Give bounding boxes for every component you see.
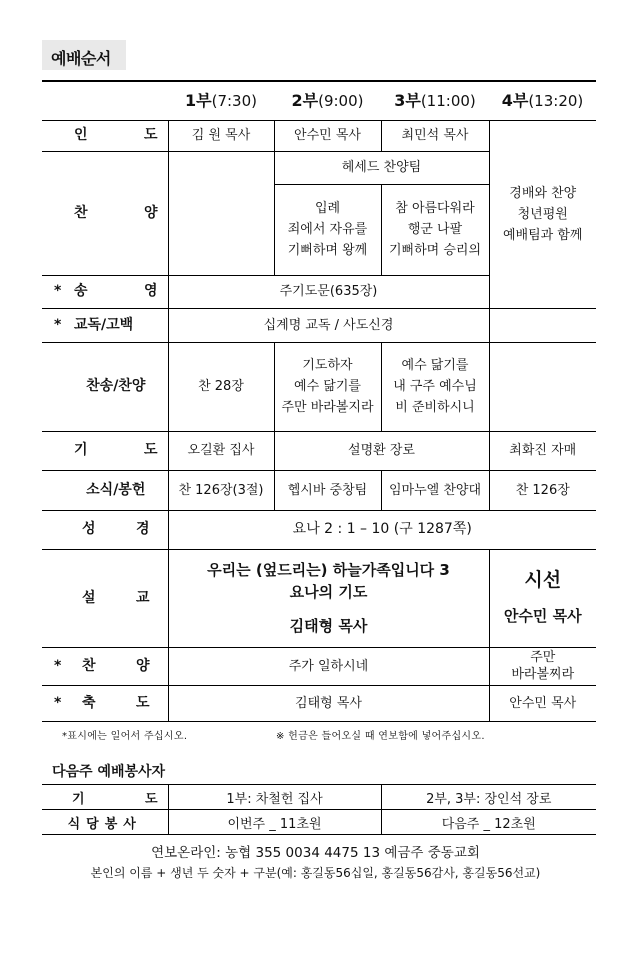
service-2-header: 2부(9:00): [274, 82, 381, 120]
next-prayer-a: 1부: 차철헌 집사: [168, 785, 381, 810]
service-1-header: 1부(7:30): [168, 82, 274, 120]
next-kitchen-a: 이번주 _ 11초원: [168, 810, 381, 835]
service-3-header: 3부(11:00): [381, 82, 489, 120]
sermon-title-line-1: 우리는 (엎드리는) 하늘가족입니다 3: [207, 561, 450, 579]
sermon-service-4: 시선 안수민 목사: [489, 549, 596, 647]
next-kitchen-label: 식당봉사: [42, 810, 168, 835]
praise-team: 헤세드 찬양팀: [274, 151, 489, 184]
offering-service-2: 헵시바 중창팀: [274, 470, 381, 510]
lead-service-3: 최민석 목사: [381, 120, 489, 151]
doxology-label: * 송 영: [42, 275, 168, 308]
prayer-label: 기 도: [42, 431, 168, 470]
creed-row: [42, 308, 596, 342]
scripture-row: [42, 510, 596, 549]
hymn2-row: [42, 647, 596, 685]
prayer-row: [42, 431, 596, 470]
praise-service-1: [168, 151, 274, 275]
sermon-title-line-2: 요나의 기도: [289, 583, 368, 601]
hymn-label: 찬송/찬양: [42, 342, 168, 431]
next-week-title: 다음주 예배봉사자: [52, 764, 166, 780]
offering-row: [42, 470, 596, 510]
creed-label: * 교독/고백: [42, 308, 168, 342]
lead-service-1: 김 원 목사: [168, 120, 274, 151]
service-header-row: [42, 82, 596, 120]
praise-label: 찬 양: [42, 151, 168, 275]
prayer-service-23: 설명환 장로: [274, 431, 489, 470]
section-title: 예배순서: [51, 49, 111, 68]
creed-text: 십계명 교독 / 사도신경: [168, 308, 489, 342]
offering-label: 소식/봉헌: [42, 470, 168, 510]
giving-instruction: 본인의 이름 + 생년 두 숫자 + 구분(예: 홍길동56십일, 홍길동56감사, 홍길동56선교): [90, 866, 541, 880]
doxology-text: 주기도문(635장): [168, 275, 489, 308]
praise-service-3: 참 아름다워라 행군 나팔 기뻐하며 승리의: [381, 184, 489, 275]
hymn-service-1: 찬 28장: [168, 342, 274, 431]
benediction-text: 김태형 목사: [168, 685, 489, 721]
online-giving-info: 연보온라인: 농협 355 0034 4475 13 예금주 중동교회: [151, 845, 480, 861]
hymn-service-3: 예수 닮기를 내 구주 예수님 비 준비하시니: [381, 342, 489, 431]
next-week-table: [42, 784, 596, 835]
praise-service-2: 입례 죄에서 자유를 기뻐하며 왕께: [274, 184, 381, 275]
offering-note: ※ 헌금은 들어오실 때 연보함에 넣어주십시오.: [276, 731, 485, 742]
benediction-row: [42, 685, 596, 721]
worship-order-table: [42, 82, 596, 722]
next-kitchen-b: 다음주 _ 12초원: [381, 810, 596, 835]
hymn2-service-4: 주만 바라볼찌라: [489, 647, 596, 685]
prayer-service-1: 오길환 집사: [168, 431, 274, 470]
hymn-row: [42, 342, 596, 431]
next-kitchen-row: [42, 810, 596, 835]
offering-service-1: 찬 126장(3절): [168, 470, 274, 510]
standing-note: *표시에는 일어서 주십시오.: [62, 731, 188, 742]
sermon-preacher: 김태형 목사: [289, 617, 368, 635]
sermon-row: [42, 549, 596, 647]
scripture-text: 요나 2 : 1 – 10 (구 1287쪽): [168, 510, 596, 549]
prayer-service-4: 최화진 자매: [489, 431, 596, 470]
offering-service-4: 찬 126장: [489, 470, 596, 510]
next-prayer-row: [42, 785, 596, 810]
lead-row: [42, 120, 596, 151]
benediction-label: * 축 도: [42, 685, 168, 721]
scripture-label: 성 경: [42, 510, 168, 549]
hymn-service-2: 기도하자 예수 닮기를 주만 바라볼지라: [274, 342, 381, 431]
hymn2-text: 주가 일하시네: [168, 647, 489, 685]
hymn2-label: * 찬 양: [42, 647, 168, 685]
sermon-label: 설 교: [42, 549, 168, 647]
service-4-praise-cell: 경배와 찬양 청년평원 예배팀과 함께: [489, 120, 596, 308]
sermon-cell: [168, 549, 489, 647]
lead-service-2: 안수민 목사: [274, 120, 381, 151]
next-prayer-b: 2부, 3부: 장인석 장로: [381, 785, 596, 810]
lead-label: 인 도: [42, 120, 168, 151]
service-4-header: 4부(13:20): [489, 82, 596, 120]
benediction-service-4: 안수민 목사: [489, 685, 596, 721]
next-prayer-label: 기 도: [42, 785, 168, 810]
offering-service-3: 임마누엘 찬양대: [381, 470, 489, 510]
